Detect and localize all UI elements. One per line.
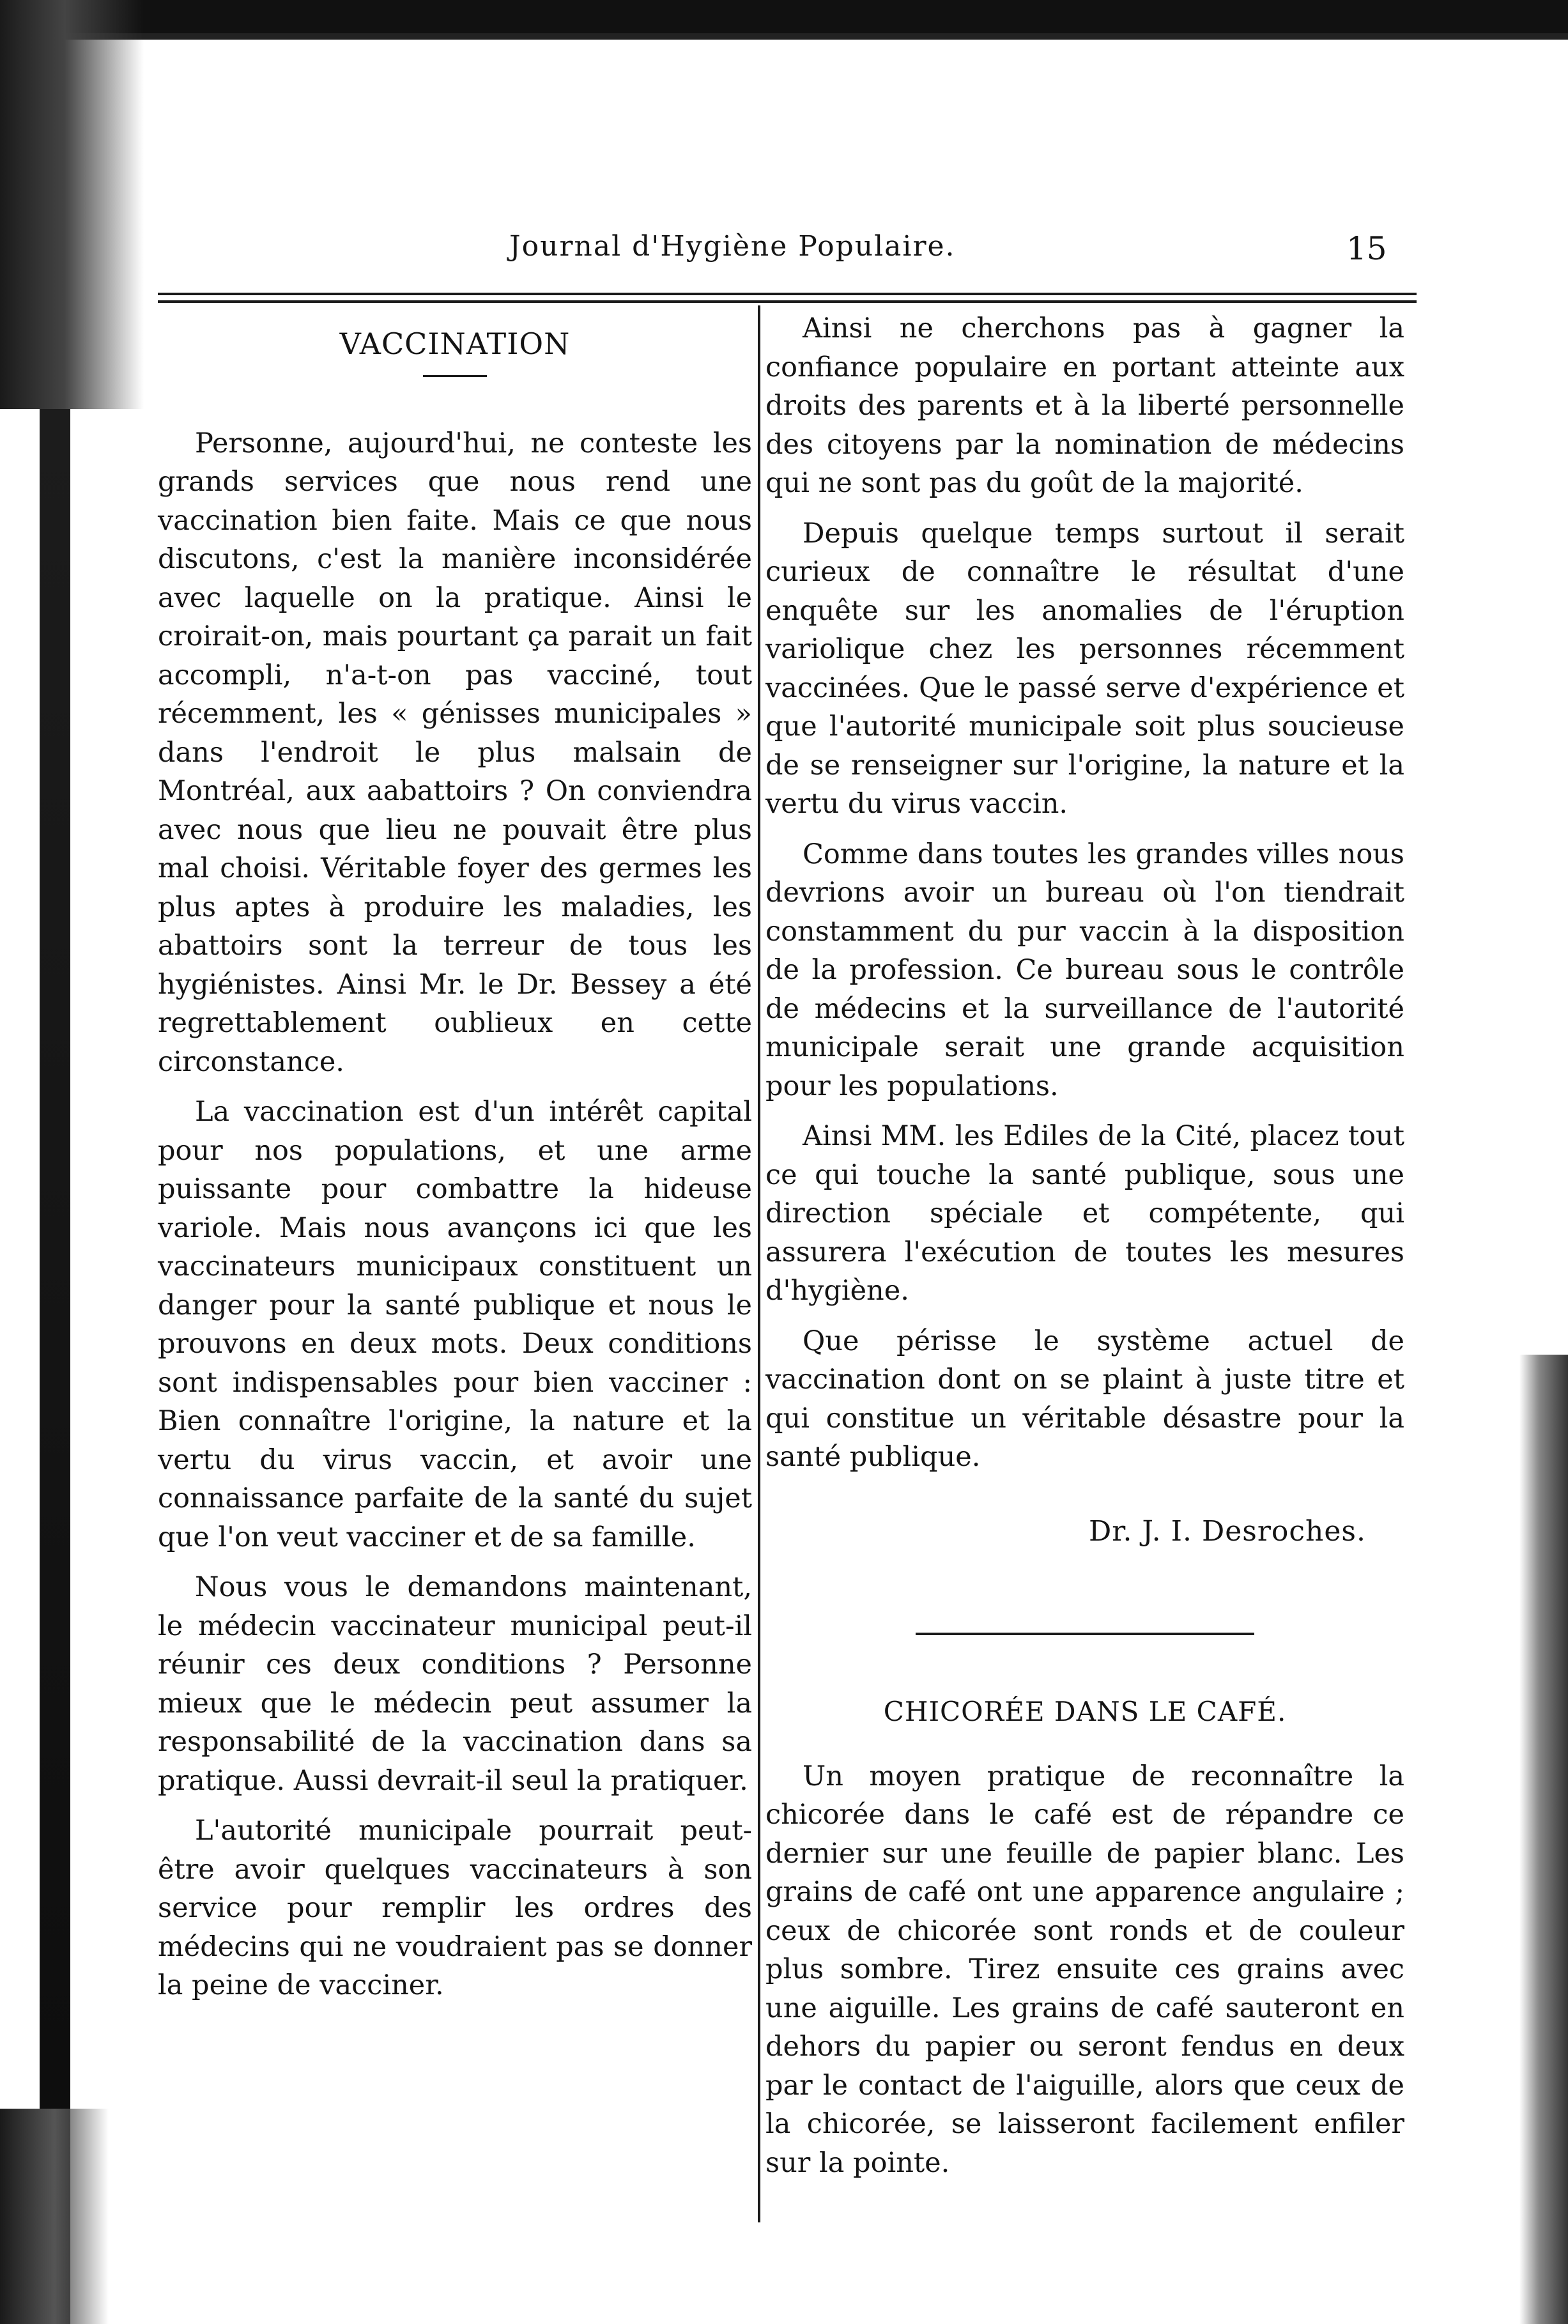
page-number: 15	[1346, 230, 1387, 267]
vaccination-paragraph-1: Personne, aujourd'hui, ne conteste les grands services que nous rend une vaccination bien faite. Mais ce que nous discutons, c'est la manière inconsidérée avec laquelle on la pratique. Ainsi le croirait-on, mais pourtant ça parait un fait accompli, n'a-t-on pas vacciné, tout récemment, les « génisses municipales » dans l'endroit le plus malsain de Montréal, aux aabattoirs ? On conviendra avec nous que lieu ne pouvait être plus mal choisi. Véritable foyer des germes les plus aptes à produire les maladies, les abattoirs sont la terreur de tous les hygiénistes. Ainsi Mr. le Dr. Bessey a été regrettablement oublieux en cette circonstance.	[158, 427, 752, 1078]
vaccination-paragraph-2: La vaccination est d'un intérêt capital pour nos populations, et une arme puissante pour combattre la hideuse variole. Mais nous avançons ici que les vaccinateurs municipaux constituent un danger pour la santé publique et nous le prouvons en deux mots. Deux conditions sont indispensables pour bien vacciner : Bien connaître l'origine, la nature et la vertu du virus vaccin, et avoir une connaissance parfaite de la santé du sujet que l'on veut vacciner et de sa famille.	[158, 1096, 752, 1553]
vaccination-paragraph-6: Depuis quelque temps surtout il serait curieux de connaître le résultat d'une enquête sur les anomalies de l'éruption variolique chez les personnes récemment vaccinées. Que le passé serve d'expérience et que l'autorité municipale soit plus soucieuse de se renseigner sur l'origine, la nature et la vertu du virus vaccin.	[765, 517, 1404, 820]
scan-binding-bar	[40, 409, 70, 2324]
scan-left-edge-shadow-bottom	[0, 2109, 109, 2324]
scan-right-edge-shadow	[1519, 1355, 1568, 2324]
vaccination-paragraph-5: Ainsi ne cherchons pas à gagner la confiance populaire en portant atteinte aux droits des parents et à la liberté personnelle des citoyens par la nomination de médecins qui ne sont pas du goût de la majorité.	[765, 312, 1404, 499]
column-divider	[758, 305, 760, 2222]
running-header	[158, 230, 1436, 275]
article-separator	[916, 1633, 1254, 1635]
scan-left-edge-shadow	[0, 0, 144, 409]
vaccination-paragraph-3: Nous vous le demandons maintenant, le médecin vaccinateur municipal peut-il réunir ces deux conditions ? Personne mieux que le médecin peut assumer la responsabilité de la vaccination dans sa pratique. Aussi devrait-il seul la pratiquer.	[158, 1571, 752, 1797]
left-column	[158, 309, 752, 2005]
journal-title: Journal d'Hygiène Populaire.	[509, 230, 956, 263]
title-dash	[423, 375, 487, 377]
vaccination-paragraph-9: Que périsse le système actuel de vaccination dont on se plaint à juste titre et qui constitue un véritable désastre pour la santé publique.	[765, 1325, 1404, 1473]
vaccination-paragraph-4: L'autorité municipale pourrait peut-être avoir quelques vaccinateurs à son service pour remplir les ordres des médecins qui ne voudraient pas se donner la peine de vacciner.	[158, 1815, 752, 2001]
chicoree-title: CHICORÉE DANS LE CAFÉ.	[883, 1696, 1287, 1727]
chicoree-paragraph: Un moyen pratique de reconnaître la chicorée dans le café est de répandre ce dernier sur une feuille de papier blanc. Les grains de café ont une apparence angulaire ; ceux de chicorée sont ronds et de couleur plus sombre. Tirez ensuite ces grains avec une aiguille. Les grains de café sauteront en dehors du papier ou seront fendus en deux par le contact de l'aiguille, alors que ceux de la chicorée, se laisseront facilement enfiler sur la pointe.	[765, 1760, 1404, 2179]
scan-top-border	[58, 0, 1568, 37]
vaccination-title: VACCINATION	[339, 327, 571, 361]
vaccination-paragraph-7: Comme dans toutes les grandes villes nous devrions avoir un bureau où l'on tiendrait constamment du pur vaccin à la disposition de la profession. Ce bureau sous le contrôle de médecins et la surveillance de l'autorité municipale serait une grande acquisition pour les populations.	[765, 838, 1404, 1102]
author-signature: Dr. J. I. Desroches.	[1088, 1514, 1366, 1548]
scan-top-border-thin	[0, 33, 1568, 40]
right-column	[765, 309, 1404, 2182]
header-rule-bottom	[158, 300, 1417, 303]
header-rule-top	[158, 293, 1417, 295]
vaccination-paragraph-8: Ainsi MM. les Ediles de la Cité, placez tout ce qui touche la santé publique, sous une direction spéciale et compétente, qui assurera l'exécution de toutes les mesures d'hygiène.	[765, 1120, 1404, 1307]
